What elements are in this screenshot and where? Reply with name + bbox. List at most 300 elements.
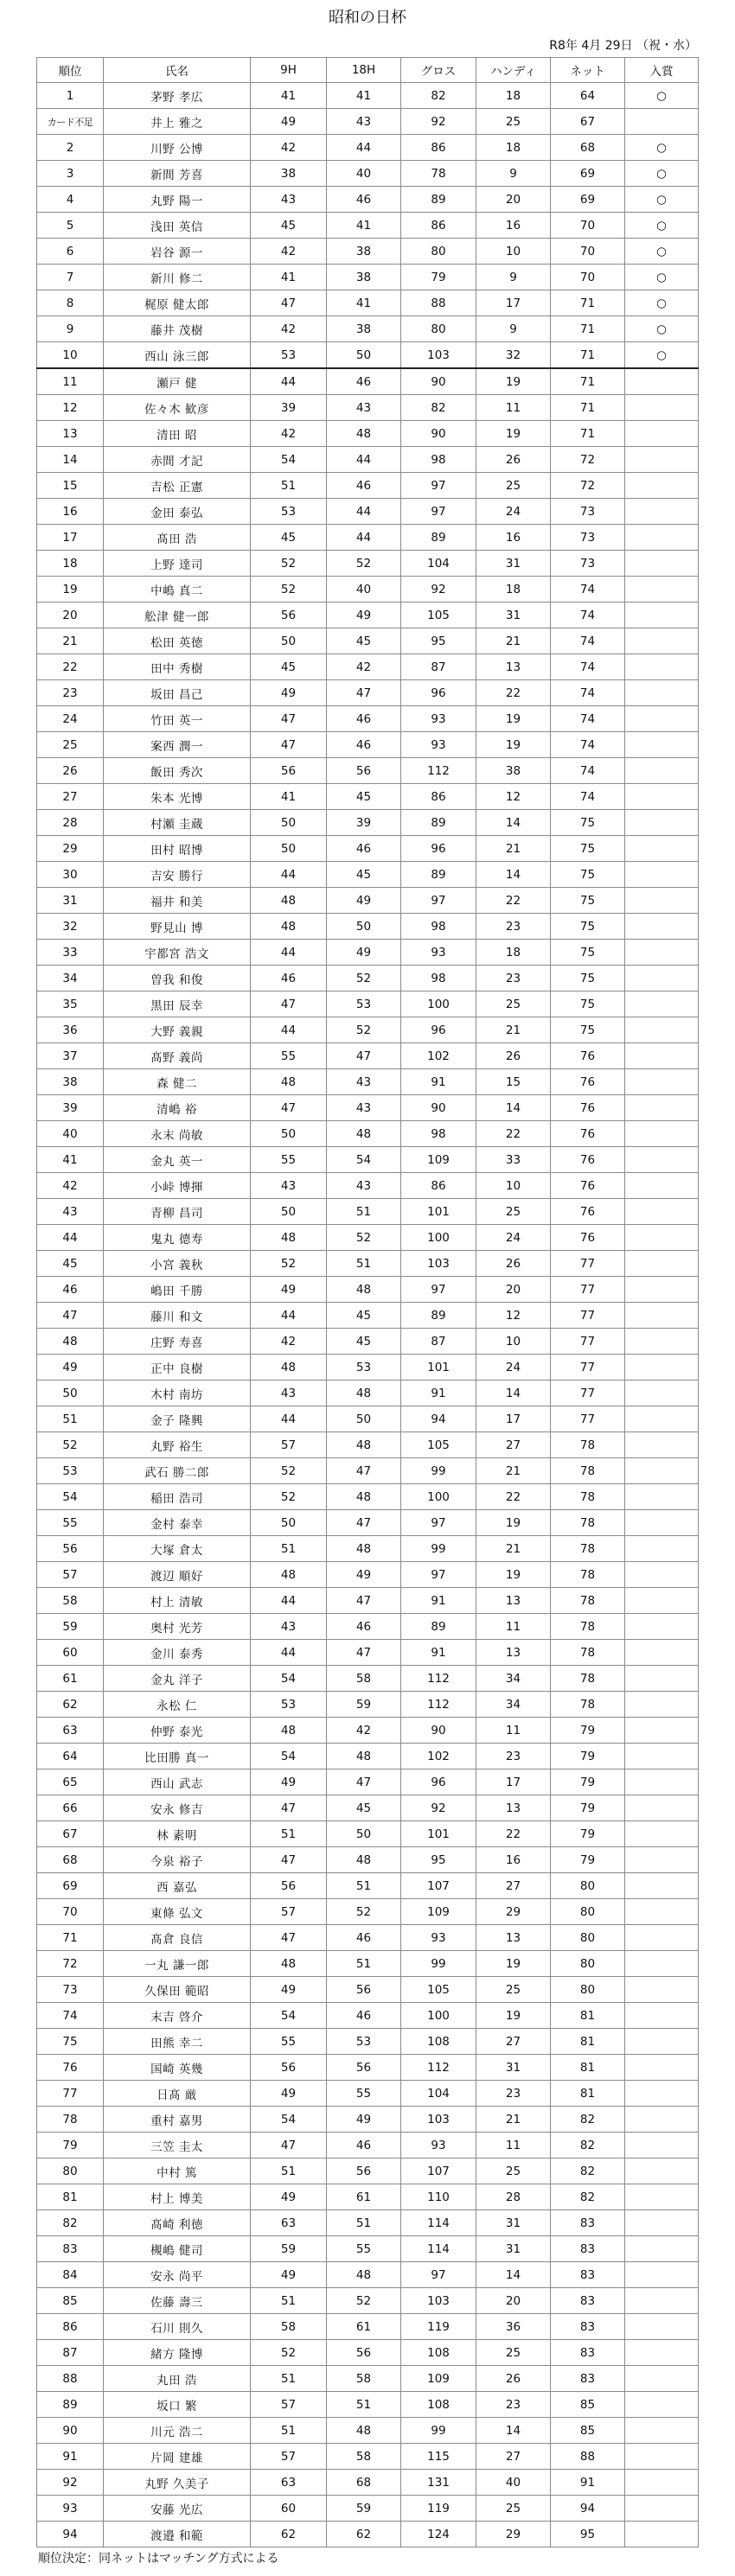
- cell-prize: [625, 732, 699, 758]
- cell-net: 78: [551, 1640, 625, 1666]
- cell-18h: 47: [327, 1510, 401, 1536]
- cell-net: 70: [551, 239, 625, 265]
- cell-net: 78: [551, 1510, 625, 1536]
- cell-handicap: 19: [476, 1562, 551, 1588]
- cell-gross: 90: [401, 421, 476, 447]
- cell-rank: 2: [37, 135, 104, 161]
- table-row: [37, 2236, 699, 2262]
- cell-name: 金川 泰秀: [104, 1640, 251, 1666]
- cell-rank: 33: [37, 940, 104, 966]
- cell-handicap: 16: [476, 525, 551, 551]
- cell-9h: 47: [251, 1925, 327, 1951]
- cell-gross: 98: [401, 914, 476, 940]
- cell-rank: 18: [37, 551, 104, 577]
- cell-18h: 47: [327, 1588, 401, 1614]
- cell-name: 村上 博美: [104, 2184, 251, 2210]
- cell-prize: [625, 758, 699, 784]
- cell-18h: 56: [327, 2158, 401, 2184]
- cell-rank: 46: [37, 1277, 104, 1303]
- cell-gross: 96: [401, 836, 476, 862]
- cell-rank: 82: [37, 2210, 104, 2236]
- cell-gross: 89: [401, 187, 476, 213]
- cell-9h: 49: [251, 2081, 327, 2107]
- cell-rank: 36: [37, 1017, 104, 1043]
- cell-prize: [625, 1692, 699, 1718]
- cell-gross: 98: [401, 966, 476, 992]
- cell-18h: 58: [327, 2366, 401, 2392]
- table-row: [37, 290, 699, 316]
- cell-name: 松田 英徳: [104, 628, 251, 654]
- cell-prize: [625, 421, 699, 447]
- table-row: [37, 1121, 699, 1147]
- cell-net: 81: [551, 2081, 625, 2107]
- cell-net: 80: [551, 1977, 625, 2003]
- cell-handicap: 31: [476, 551, 551, 577]
- cell-gross: 89: [401, 862, 476, 888]
- table-row: [37, 1666, 699, 1692]
- cell-9h: 56: [251, 1873, 327, 1899]
- cell-net: 85: [551, 2392, 625, 2418]
- cell-handicap: 25: [476, 2340, 551, 2366]
- cell-rank: 71: [37, 1925, 104, 1951]
- cell-rank: 40: [37, 1121, 104, 1147]
- cell-9h: 44: [251, 1303, 327, 1329]
- cell-9h: 49: [251, 2184, 327, 2210]
- table-row: [37, 1536, 699, 1562]
- cell-9h: 44: [251, 862, 327, 888]
- cell-net: 82: [551, 2133, 625, 2158]
- table-row: [37, 1769, 699, 1795]
- cell-handicap: 14: [476, 810, 551, 836]
- cell-18h: 52: [327, 1899, 401, 1925]
- cell-gross: 101: [401, 1821, 476, 1847]
- cell-prize: [625, 654, 699, 680]
- cell-18h: 52: [327, 2288, 401, 2314]
- cell-prize: [625, 888, 699, 914]
- cell-handicap: 21: [476, 628, 551, 654]
- cell-prize: [625, 1251, 699, 1277]
- cell-9h: 52: [251, 1251, 327, 1277]
- cell-gross: 103: [401, 2288, 476, 2314]
- cell-rank: 66: [37, 1795, 104, 1821]
- cell-18h: 51: [327, 1873, 401, 1899]
- table-row: [37, 1355, 699, 1380]
- cell-18h: 61: [327, 2314, 401, 2340]
- cell-name: 日髙 厳: [104, 2081, 251, 2107]
- cell-name: 永松 仁: [104, 1692, 251, 1718]
- cell-gross: 108: [401, 2392, 476, 2418]
- cell-prize: [625, 499, 699, 525]
- cell-gross: 96: [401, 680, 476, 706]
- cell-9h: 47: [251, 992, 327, 1017]
- cell-9h: 45: [251, 213, 327, 239]
- cell-prize: [625, 577, 699, 603]
- cell-name: 永末 尚敏: [104, 1121, 251, 1147]
- cell-18h: 53: [327, 992, 401, 1017]
- cell-prize: [625, 1562, 699, 1588]
- cell-gross: 102: [401, 1744, 476, 1769]
- cell-rank: 29: [37, 836, 104, 862]
- cell-handicap: 20: [476, 2288, 551, 2314]
- table-row: [37, 265, 699, 290]
- cell-gross: 107: [401, 1873, 476, 1899]
- cell-handicap: 19: [476, 368, 551, 395]
- cell-18h: 39: [327, 810, 401, 836]
- cell-handicap: 14: [476, 1380, 551, 1406]
- table-row: [37, 1821, 699, 1847]
- cell-prize: [625, 1744, 699, 1769]
- cell-rank: 90: [37, 2418, 104, 2444]
- cell-handicap: 14: [476, 2262, 551, 2288]
- cell-handicap: 25: [476, 1199, 551, 1225]
- cell-handicap: 19: [476, 706, 551, 732]
- cell-9h: 42: [251, 1329, 327, 1355]
- cell-prize: [625, 1873, 699, 1899]
- cell-rank: 51: [37, 1406, 104, 1432]
- cell-net: 74: [551, 758, 625, 784]
- page-title: 昭和の日杯: [329, 9, 406, 27]
- cell-prize: [625, 1795, 699, 1821]
- cell-net: 95: [551, 2522, 625, 2547]
- cell-handicap: 9: [476, 265, 551, 290]
- cell-rank: 45: [37, 1251, 104, 1277]
- cell-net: 81: [551, 2003, 625, 2029]
- cell-prize: [625, 1951, 699, 1977]
- cell-name: 西 嘉弘: [104, 1873, 251, 1899]
- header-prize: 入賞: [625, 58, 699, 83]
- cell-9h: 62: [251, 2522, 327, 2547]
- cell-net: 76: [551, 1225, 625, 1251]
- cell-rank: 69: [37, 1873, 104, 1899]
- cell-prize: [625, 1769, 699, 1795]
- cell-prize: [625, 1847, 699, 1873]
- cell-18h: 47: [327, 1640, 401, 1666]
- cell-handicap: 28: [476, 2184, 551, 2210]
- cell-handicap: 25: [476, 109, 551, 135]
- cell-gross: 103: [401, 2107, 476, 2133]
- cell-net: 75: [551, 940, 625, 966]
- header-9h: 9H: [251, 58, 327, 83]
- cell-name: 髙崎 利徳: [104, 2210, 251, 2236]
- cell-handicap: 25: [476, 2158, 551, 2184]
- cell-18h: 38: [327, 316, 401, 342]
- cell-net: 77: [551, 1277, 625, 1303]
- cell-9h: 44: [251, 1406, 327, 1432]
- cell-prize: [625, 2029, 699, 2055]
- cell-name: 片岡 建雄: [104, 2444, 251, 2470]
- cell-prize: [625, 1432, 699, 1458]
- cell-18h: 43: [327, 395, 401, 421]
- cell-net: 74: [551, 577, 625, 603]
- cell-gross: 89: [401, 1303, 476, 1329]
- cell-net: 76: [551, 1095, 625, 1121]
- cell-prize: [625, 1069, 699, 1095]
- cell-prize: [625, 2236, 699, 2262]
- table-row: [37, 368, 699, 395]
- cell-rank: 28: [37, 810, 104, 836]
- cell-gross: 95: [401, 1847, 476, 1873]
- cell-18h: 53: [327, 2029, 401, 2055]
- cell-rank: 7: [37, 265, 104, 290]
- cell-net: 74: [551, 603, 625, 628]
- cell-rank: 44: [37, 1225, 104, 1251]
- table-row: [37, 2314, 699, 2340]
- table-row: [37, 239, 699, 265]
- cell-handicap: 18: [476, 135, 551, 161]
- cell-prize: [625, 473, 699, 499]
- cell-prize: [625, 368, 699, 395]
- cell-name: 渡邉 和範: [104, 2522, 251, 2547]
- cell-handicap: 23: [476, 2392, 551, 2418]
- cell-9h: 43: [251, 187, 327, 213]
- cell-rank: 79: [37, 2133, 104, 2158]
- cell-prize: ○: [625, 135, 699, 161]
- cell-rank: 67: [37, 1821, 104, 1847]
- cell-handicap: 26: [476, 447, 551, 473]
- cell-gross: 97: [401, 1510, 476, 1536]
- cell-handicap: 13: [476, 1795, 551, 1821]
- cell-18h: 50: [327, 1406, 401, 1432]
- cell-name: 清田 昭: [104, 421, 251, 447]
- cell-rank: 78: [37, 2107, 104, 2133]
- table-row: [37, 1199, 699, 1225]
- cell-18h: 45: [327, 1303, 401, 1329]
- cell-net: 77: [551, 1329, 625, 1355]
- cell-9h: 53: [251, 342, 327, 369]
- cell-handicap: 21: [476, 836, 551, 862]
- cell-18h: 48: [327, 2418, 401, 2444]
- cell-handicap: 13: [476, 654, 551, 680]
- cell-handicap: 18: [476, 83, 551, 109]
- cell-prize: [625, 2392, 699, 2418]
- cell-prize: ○: [625, 265, 699, 290]
- cell-net: 78: [551, 1562, 625, 1588]
- cell-9h: 54: [251, 447, 327, 473]
- cell-18h: 61: [327, 2184, 401, 2210]
- cell-handicap: 18: [476, 940, 551, 966]
- cell-rank: カード不足: [37, 109, 104, 135]
- cell-rank: 58: [37, 1588, 104, 1614]
- cell-net: 77: [551, 1251, 625, 1277]
- cell-name: 国崎 英幾: [104, 2055, 251, 2081]
- cell-prize: [625, 551, 699, 577]
- cell-gross: 105: [401, 1977, 476, 2003]
- table-row: [37, 83, 699, 109]
- cell-prize: [625, 836, 699, 862]
- table-row: [37, 966, 699, 992]
- cell-18h: 47: [327, 680, 401, 706]
- cell-net: 82: [551, 2158, 625, 2184]
- cell-gross: 103: [401, 342, 476, 369]
- cell-rank: 6: [37, 239, 104, 265]
- cell-gross: 93: [401, 1925, 476, 1951]
- cell-net: 71: [551, 421, 625, 447]
- cell-9h: 49: [251, 1277, 327, 1303]
- cell-handicap: 16: [476, 213, 551, 239]
- cell-9h: 52: [251, 577, 327, 603]
- cell-name: 岩谷 源一: [104, 239, 251, 265]
- cell-name: 田村 昭博: [104, 836, 251, 862]
- cell-handicap: 13: [476, 1588, 551, 1614]
- cell-handicap: 26: [476, 1251, 551, 1277]
- table-row: [37, 1614, 699, 1640]
- cell-name: 川野 公博: [104, 135, 251, 161]
- cell-gross: 100: [401, 2003, 476, 2029]
- cell-handicap: 19: [476, 732, 551, 758]
- table-row: [37, 1147, 699, 1173]
- cell-net: 78: [551, 1614, 625, 1640]
- cell-9h: 48: [251, 1562, 327, 1588]
- cell-prize: [625, 1484, 699, 1510]
- cell-gross: 104: [401, 2081, 476, 2107]
- table-row: [37, 603, 699, 628]
- cell-prize: [625, 1458, 699, 1484]
- cell-9h: 48: [251, 1355, 327, 1380]
- cell-18h: 46: [327, 732, 401, 758]
- cell-rank: 75: [37, 2029, 104, 2055]
- cell-18h: 46: [327, 836, 401, 862]
- cell-rank: 70: [37, 1899, 104, 1925]
- cell-gross: 115: [401, 2444, 476, 2470]
- cell-gross: 99: [401, 1458, 476, 1484]
- cell-18h: 55: [327, 2081, 401, 2107]
- cell-gross: 98: [401, 1121, 476, 1147]
- cell-gross: 97: [401, 499, 476, 525]
- cell-rank: 65: [37, 1769, 104, 1795]
- cell-18h: 45: [327, 784, 401, 810]
- cell-18h: 58: [327, 2444, 401, 2470]
- cell-handicap: 22: [476, 1484, 551, 1510]
- cell-name: 吉安 勝行: [104, 862, 251, 888]
- cell-9h: 53: [251, 499, 327, 525]
- cell-name: 清嶋 裕: [104, 1095, 251, 1121]
- cell-handicap: 31: [476, 2210, 551, 2236]
- cell-gross: 98: [401, 447, 476, 473]
- cell-rank: 89: [37, 2392, 104, 2418]
- table-row: [37, 2133, 699, 2158]
- header-gross: グロス: [401, 58, 476, 83]
- cell-9h: 51: [251, 2366, 327, 2392]
- cell-9h: 48: [251, 1225, 327, 1251]
- cell-gross: 92: [401, 577, 476, 603]
- cell-net: 69: [551, 161, 625, 187]
- cell-18h: 55: [327, 2236, 401, 2262]
- cell-name: 槻嶋 健司: [104, 2236, 251, 2262]
- cell-prize: [625, 1380, 699, 1406]
- cell-rank: 83: [37, 2236, 104, 2262]
- cell-18h: 56: [327, 1977, 401, 2003]
- cell-net: 82: [551, 2107, 625, 2133]
- cell-name: 新川 修二: [104, 265, 251, 290]
- cell-18h: 47: [327, 1458, 401, 1484]
- table-row: [37, 395, 699, 421]
- cell-prize: [625, 1718, 699, 1744]
- table-row: [37, 1847, 699, 1873]
- cell-name: 末吉 啓介: [104, 2003, 251, 2029]
- cell-gross: 90: [401, 368, 476, 395]
- table-row: [37, 1329, 699, 1355]
- event-date: R8年 4月 29日 （祝・水）: [549, 39, 697, 53]
- table-row: [37, 1406, 699, 1432]
- table-row: [37, 551, 699, 577]
- cell-prize: [625, 810, 699, 836]
- cell-gross: 90: [401, 1718, 476, 1744]
- table-row: [37, 2392, 699, 2418]
- cell-9h: 47: [251, 290, 327, 316]
- cell-prize: [625, 2003, 699, 2029]
- table-row: [37, 525, 699, 551]
- cell-net: 75: [551, 836, 625, 862]
- cell-rank: 15: [37, 473, 104, 499]
- cell-prize: [625, 992, 699, 1017]
- cell-name: 安藤 光広: [104, 2496, 251, 2522]
- cell-prize: [625, 1225, 699, 1251]
- table-row: [37, 2444, 699, 2470]
- table-row: [37, 732, 699, 758]
- cell-handicap: 19: [476, 1510, 551, 1536]
- cell-prize: [625, 1355, 699, 1380]
- cell-name: 田中 秀樹: [104, 654, 251, 680]
- cell-gross: 96: [401, 1769, 476, 1795]
- cell-name: 庄野 寿喜: [104, 1329, 251, 1355]
- cell-name: 飯田 秀次: [104, 758, 251, 784]
- cell-9h: 51: [251, 2418, 327, 2444]
- cell-rank: 93: [37, 2496, 104, 2522]
- cell-net: 74: [551, 628, 625, 654]
- cell-rank: 68: [37, 1847, 104, 1873]
- cell-18h: 46: [327, 187, 401, 213]
- cell-net: 74: [551, 680, 625, 706]
- table-row: [37, 706, 699, 732]
- cell-name: 田熊 幸二: [104, 2029, 251, 2055]
- cell-9h: 53: [251, 1692, 327, 1718]
- cell-name: 瀬戸 健: [104, 368, 251, 395]
- table-row: [37, 680, 699, 706]
- cell-18h: 59: [327, 1692, 401, 1718]
- cell-net: 79: [551, 1795, 625, 1821]
- cell-net: 78: [551, 1588, 625, 1614]
- cell-net: 64: [551, 83, 625, 109]
- cell-rank: 1: [37, 83, 104, 109]
- cell-18h: 46: [327, 1925, 401, 1951]
- cell-handicap: 34: [476, 1666, 551, 1692]
- cell-18h: 50: [327, 1821, 401, 1847]
- cell-rank: 54: [37, 1484, 104, 1510]
- cell-prize: [625, 2314, 699, 2340]
- cell-name: 比田勝 真一: [104, 1744, 251, 1769]
- cell-handicap: 27: [476, 1432, 551, 1458]
- cell-handicap: 29: [476, 2522, 551, 2547]
- cell-9h: 63: [251, 2210, 327, 2236]
- cell-18h: 62: [327, 2522, 401, 2547]
- table-row: [37, 2496, 699, 2522]
- table-row: [37, 473, 699, 499]
- cell-9h: 57: [251, 2392, 327, 2418]
- cell-net: 78: [551, 1692, 625, 1718]
- cell-rank: 64: [37, 1744, 104, 1769]
- cell-name: 丸野 裕生: [104, 1432, 251, 1458]
- cell-net: 79: [551, 1769, 625, 1795]
- cell-18h: 48: [327, 1380, 401, 1406]
- cell-handicap: 25: [476, 473, 551, 499]
- cell-rank: 57: [37, 1562, 104, 1588]
- cell-name: 武石 勝二郎: [104, 1458, 251, 1484]
- cell-18h: 44: [327, 135, 401, 161]
- cell-name: 金田 泰弘: [104, 499, 251, 525]
- cell-handicap: 23: [476, 1744, 551, 1769]
- table-row: [37, 1692, 699, 1718]
- cell-name: 佐藤 壽三: [104, 2288, 251, 2314]
